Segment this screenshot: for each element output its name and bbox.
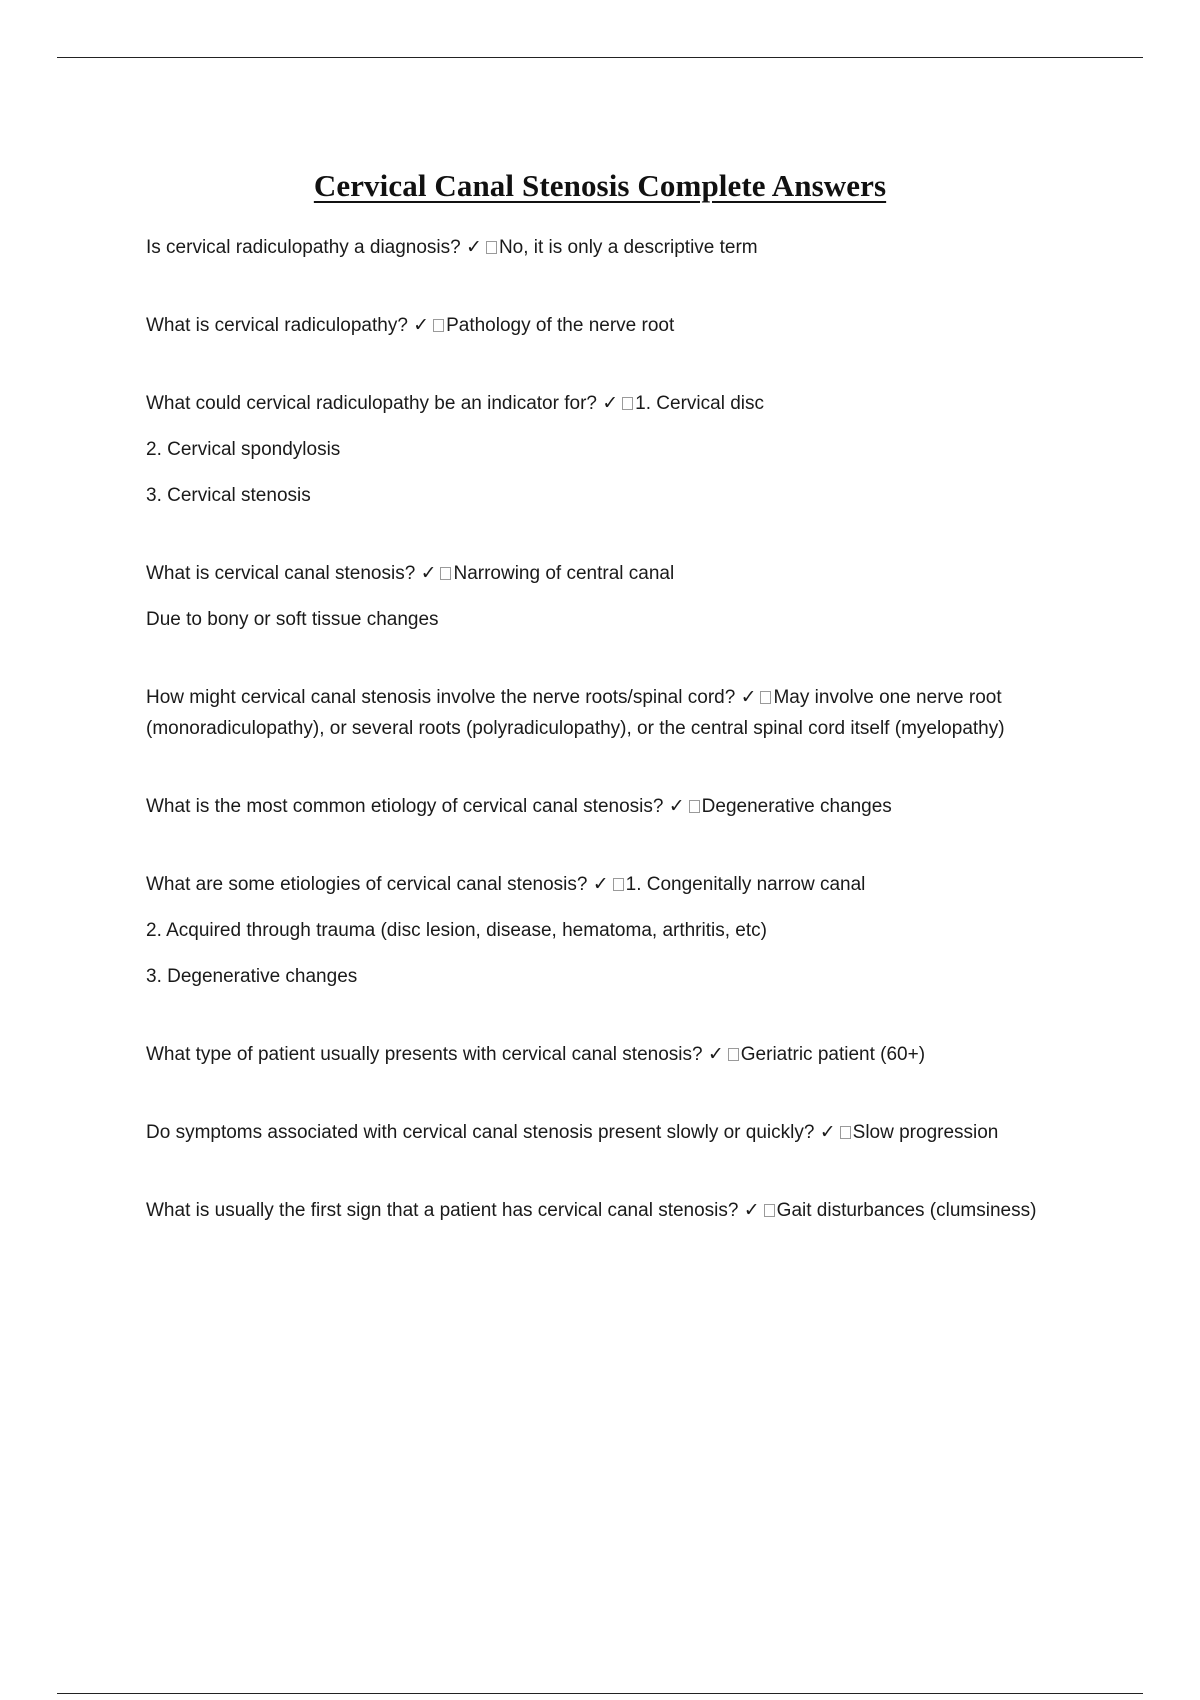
answer-text: Geriatric patient (60+) bbox=[740, 1044, 926, 1065]
answer-text: Degenerative changes bbox=[701, 796, 892, 817]
answer-extra-line: 2. Acquired through trauma (disc lesion, disease, hematoma, arthritis, etc) bbox=[146, 920, 767, 941]
check-icon: ✓ bbox=[707, 1043, 724, 1065]
missing-glyph-icon bbox=[764, 1204, 775, 1217]
check-icon: ✓ bbox=[466, 236, 482, 258]
qa-main-line bbox=[146, 791, 1106, 822]
qa-item-10 bbox=[146, 1195, 1106, 1226]
qa-main-line bbox=[146, 1039, 1106, 1070]
answer-text: Gait disturbances (clumsiness) bbox=[776, 1200, 1037, 1221]
top-rule bbox=[57, 57, 1143, 58]
answer-text: 1. Cervical disc bbox=[635, 393, 764, 414]
question-text: Is cervical radiculopathy a diagnosis? bbox=[146, 237, 461, 258]
missing-glyph-icon bbox=[760, 691, 771, 704]
qa-item-6 bbox=[146, 791, 1106, 822]
qa-main-line bbox=[146, 558, 1106, 589]
question-text: What is the most common etiology of cervical canal stenosis? bbox=[146, 796, 664, 817]
qa-item-3 bbox=[146, 388, 1106, 511]
qa-main-line bbox=[146, 232, 1106, 263]
qa-main-line bbox=[146, 1117, 1106, 1148]
missing-glyph-icon bbox=[689, 800, 700, 813]
missing-glyph-icon bbox=[440, 567, 451, 580]
question-text: How might cervical canal stenosis involve the nerve roots/spinal cord? bbox=[146, 687, 736, 708]
qa-item-8 bbox=[146, 1039, 1106, 1070]
check-icon: ✓ bbox=[420, 562, 437, 584]
qa-main-line bbox=[146, 388, 1106, 419]
check-icon: ✓ bbox=[602, 392, 619, 414]
qa-main-line bbox=[146, 1195, 1106, 1226]
answer-text: Slow progression bbox=[852, 1122, 999, 1143]
answer-text: May involve one nerve root (monoradiculopathy), or several roots (polyradiculopathy), or the central spinal cord itself (myelopathy) bbox=[146, 687, 1005, 739]
check-icon: ✓ bbox=[668, 795, 685, 817]
qa-item-4 bbox=[146, 558, 1106, 635]
qa-item-5 bbox=[146, 682, 1106, 744]
answer-extra-line: 2. Cervical spondylosis bbox=[146, 439, 341, 460]
check-icon: ✓ bbox=[819, 1121, 836, 1143]
bottom-rule bbox=[57, 1693, 1143, 1694]
qa-list bbox=[146, 232, 1106, 1241]
question-text: Do symptoms associated with cervical canal stenosis present slowly or quickly? bbox=[146, 1122, 815, 1143]
missing-glyph-icon bbox=[433, 319, 444, 332]
missing-glyph-icon bbox=[613, 878, 624, 891]
check-icon: ✓ bbox=[413, 314, 430, 336]
missing-glyph-icon bbox=[728, 1048, 739, 1061]
question-text: What are some etiologies of cervical canal stenosis? bbox=[146, 874, 588, 895]
qa-item-7 bbox=[146, 869, 1106, 992]
question-text: What is usually the first sign that a patient has cervical canal stenosis? bbox=[146, 1200, 739, 1221]
answer-extra-line: 3. Cervical stenosis bbox=[146, 485, 311, 506]
answer-text: 1. Congenitally narrow canal bbox=[625, 874, 866, 895]
question-text: What is cervical canal stenosis? bbox=[146, 563, 416, 584]
document-title: Cervical Canal Stenosis Complete Answers bbox=[313, 168, 887, 203]
answer-extra-line: 3. Degenerative changes bbox=[146, 966, 358, 987]
check-icon: ✓ bbox=[740, 686, 757, 708]
answer-text: No, it is only a descriptive term bbox=[498, 237, 758, 258]
qa-item-9 bbox=[146, 1117, 1106, 1148]
missing-glyph-icon bbox=[486, 241, 497, 254]
check-icon: ✓ bbox=[743, 1199, 760, 1221]
answer-extra-line: Due to bony or soft tissue changes bbox=[146, 609, 439, 630]
missing-glyph-icon bbox=[840, 1126, 851, 1139]
missing-glyph-icon bbox=[622, 397, 633, 410]
question-text: What could cervical radiculopathy be an indicator for? bbox=[146, 393, 597, 414]
qa-item-2 bbox=[146, 310, 1106, 341]
answer-text: Pathology of the nerve root bbox=[446, 315, 675, 336]
qa-main-line bbox=[146, 310, 1106, 341]
question-text: What type of patient usually presents with cervical canal stenosis? bbox=[146, 1044, 703, 1065]
answer-text: Narrowing of central canal bbox=[453, 563, 675, 584]
qa-item-1 bbox=[146, 232, 1106, 263]
qa-main-line bbox=[146, 682, 1106, 744]
check-icon: ✓ bbox=[592, 873, 609, 895]
qa-main-line bbox=[146, 869, 1106, 900]
question-text: What is cervical radiculopathy? bbox=[146, 315, 408, 336]
title-wrap bbox=[0, 168, 1200, 204]
